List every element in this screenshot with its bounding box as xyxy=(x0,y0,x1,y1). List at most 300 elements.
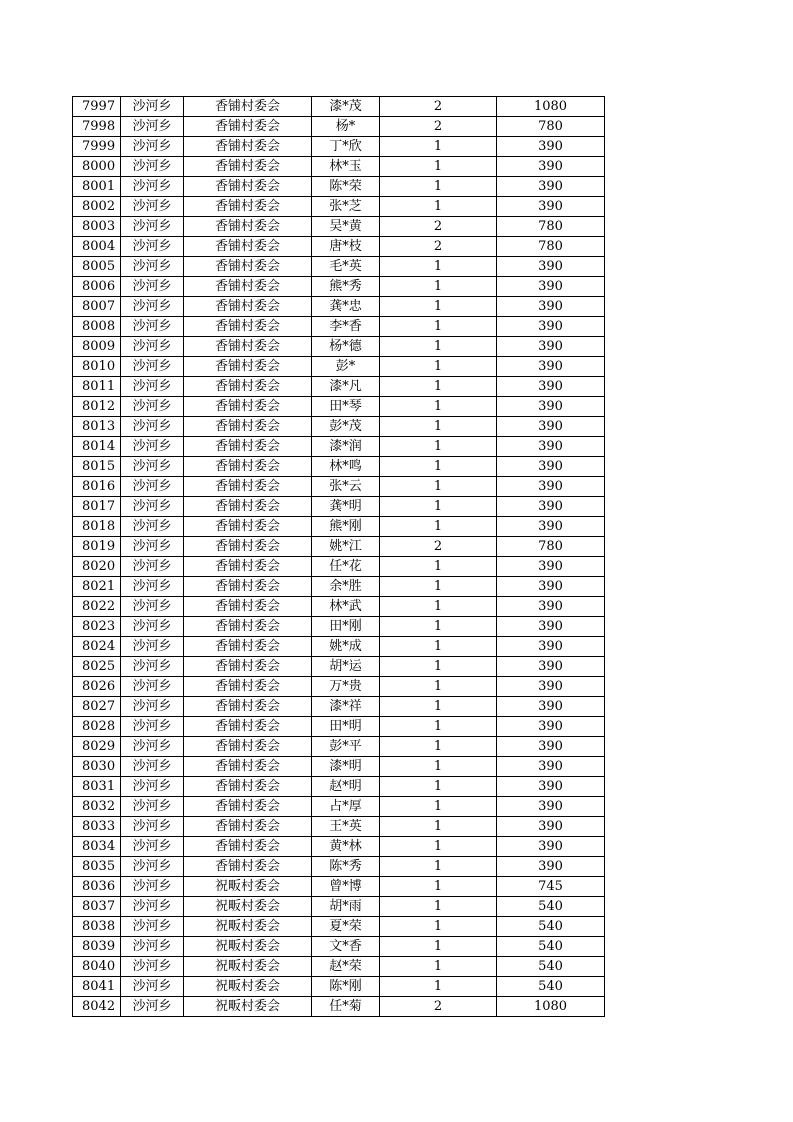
amount-cell: 1080 xyxy=(497,97,605,117)
village-committee-cell: 香铺村委会 xyxy=(184,297,312,317)
record-id-cell: 8012 xyxy=(73,397,121,417)
township-cell: 沙河乡 xyxy=(121,497,184,517)
name-cell: 王*英 xyxy=(312,817,380,837)
record-id-cell: 8019 xyxy=(73,537,121,557)
household-count-cell: 1 xyxy=(380,957,497,977)
household-count-cell: 2 xyxy=(380,217,497,237)
village-committee-cell: 香铺村委会 xyxy=(184,217,312,237)
township-cell: 沙河乡 xyxy=(121,897,184,917)
village-committee-cell: 香铺村委会 xyxy=(184,537,312,557)
name-cell: 胡*雨 xyxy=(312,897,380,917)
amount-cell: 390 xyxy=(497,417,605,437)
table-row xyxy=(73,777,605,797)
name-cell: 余*胜 xyxy=(312,577,380,597)
name-cell: 丁*欣 xyxy=(312,137,380,157)
household-count-cell: 1 xyxy=(380,657,497,677)
table-row xyxy=(73,497,605,517)
household-count-cell: 1 xyxy=(380,817,497,837)
household-count-cell: 1 xyxy=(380,917,497,937)
table-row xyxy=(73,397,605,417)
village-committee-cell: 香铺村委会 xyxy=(184,477,312,497)
township-cell: 沙河乡 xyxy=(121,137,184,157)
name-cell: 姚*成 xyxy=(312,637,380,657)
amount-cell: 540 xyxy=(497,917,605,937)
table-row xyxy=(73,917,605,937)
table-row xyxy=(73,837,605,857)
record-id-cell: 8007 xyxy=(73,297,121,317)
table-row xyxy=(73,737,605,757)
record-id-cell: 8035 xyxy=(73,857,121,877)
name-cell: 漆*祥 xyxy=(312,697,380,717)
table-row xyxy=(73,137,605,157)
village-committee-cell: 香铺村委会 xyxy=(184,557,312,577)
township-cell: 沙河乡 xyxy=(121,777,184,797)
household-count-cell: 1 xyxy=(380,257,497,277)
table-row xyxy=(73,657,605,677)
township-cell: 沙河乡 xyxy=(121,957,184,977)
household-count-cell: 1 xyxy=(380,137,497,157)
record-id-cell: 8021 xyxy=(73,577,121,597)
household-count-cell: 1 xyxy=(380,177,497,197)
amount-cell: 390 xyxy=(497,737,605,757)
village-committee-cell: 香铺村委会 xyxy=(184,377,312,397)
township-cell: 沙河乡 xyxy=(121,117,184,137)
village-committee-cell: 香铺村委会 xyxy=(184,317,312,337)
table-row xyxy=(73,857,605,877)
table-row xyxy=(73,577,605,597)
record-id-cell: 8037 xyxy=(73,897,121,917)
table-row xyxy=(73,97,605,117)
village-committee-cell: 香铺村委会 xyxy=(184,817,312,837)
record-id-cell: 8000 xyxy=(73,157,121,177)
name-cell: 漆*润 xyxy=(312,437,380,457)
record-id-cell: 8029 xyxy=(73,737,121,757)
township-cell: 沙河乡 xyxy=(121,877,184,897)
village-committee-cell: 香铺村委会 xyxy=(184,577,312,597)
township-cell: 沙河乡 xyxy=(121,377,184,397)
amount-cell: 780 xyxy=(497,237,605,257)
amount-cell: 540 xyxy=(497,977,605,997)
table-row xyxy=(73,937,605,957)
village-committee-cell: 香铺村委会 xyxy=(184,497,312,517)
township-cell: 沙河乡 xyxy=(121,437,184,457)
record-id-cell: 7998 xyxy=(73,117,121,137)
table-row xyxy=(73,337,605,357)
village-committee-cell: 香铺村委会 xyxy=(184,517,312,537)
township-cell: 沙河乡 xyxy=(121,257,184,277)
household-count-cell: 2 xyxy=(380,117,497,137)
amount-cell: 390 xyxy=(497,857,605,877)
village-committee-cell: 香铺村委会 xyxy=(184,777,312,797)
household-count-cell: 1 xyxy=(380,277,497,297)
township-cell: 沙河乡 xyxy=(121,197,184,217)
village-committee-cell: 香铺村委会 xyxy=(184,237,312,257)
village-committee-cell: 祝畈村委会 xyxy=(184,877,312,897)
table-row xyxy=(73,897,605,917)
township-cell: 沙河乡 xyxy=(121,797,184,817)
records-table-body xyxy=(73,97,605,1017)
township-cell: 沙河乡 xyxy=(121,557,184,577)
name-cell: 杨*德 xyxy=(312,337,380,357)
record-id-cell: 7999 xyxy=(73,137,121,157)
record-id-cell: 8006 xyxy=(73,277,121,297)
household-count-cell: 1 xyxy=(380,677,497,697)
household-count-cell: 1 xyxy=(380,437,497,457)
household-count-cell: 1 xyxy=(380,597,497,617)
township-cell: 沙河乡 xyxy=(121,757,184,777)
household-count-cell: 1 xyxy=(380,497,497,517)
amount-cell: 390 xyxy=(497,597,605,617)
name-cell: 张*云 xyxy=(312,477,380,497)
township-cell: 沙河乡 xyxy=(121,577,184,597)
table-row xyxy=(73,997,605,1017)
record-id-cell: 8036 xyxy=(73,877,121,897)
household-count-cell: 1 xyxy=(380,637,497,657)
record-id-cell: 8025 xyxy=(73,657,121,677)
record-id-cell: 8024 xyxy=(73,637,121,657)
amount-cell: 390 xyxy=(497,837,605,857)
table-row xyxy=(73,677,605,697)
record-id-cell: 8018 xyxy=(73,517,121,537)
household-count-cell: 1 xyxy=(380,797,497,817)
name-cell: 龚*明 xyxy=(312,497,380,517)
name-cell: 熊*刚 xyxy=(312,517,380,537)
township-cell: 沙河乡 xyxy=(121,677,184,697)
village-committee-cell: 祝畈村委会 xyxy=(184,957,312,977)
amount-cell: 390 xyxy=(497,577,605,597)
record-id-cell: 8031 xyxy=(73,777,121,797)
record-id-cell: 8010 xyxy=(73,357,121,377)
household-count-cell: 1 xyxy=(380,717,497,737)
village-committee-cell: 香铺村委会 xyxy=(184,137,312,157)
household-count-cell: 1 xyxy=(380,197,497,217)
village-committee-cell: 香铺村委会 xyxy=(184,197,312,217)
record-id-cell: 8026 xyxy=(73,677,121,697)
amount-cell: 390 xyxy=(497,397,605,417)
amount-cell: 540 xyxy=(497,897,605,917)
table-row xyxy=(73,357,605,377)
village-committee-cell: 香铺村委会 xyxy=(184,797,312,817)
household-count-cell: 1 xyxy=(380,617,497,637)
amount-cell: 390 xyxy=(497,137,605,157)
table-row xyxy=(73,237,605,257)
record-id-cell: 8004 xyxy=(73,237,121,257)
village-committee-cell: 香铺村委会 xyxy=(184,857,312,877)
household-count-cell: 1 xyxy=(380,297,497,317)
record-id-cell: 8017 xyxy=(73,497,121,517)
township-cell: 沙河乡 xyxy=(121,417,184,437)
household-count-cell: 1 xyxy=(380,757,497,777)
amount-cell: 390 xyxy=(497,337,605,357)
amount-cell: 390 xyxy=(497,357,605,377)
amount-cell: 390 xyxy=(497,317,605,337)
household-count-cell: 1 xyxy=(380,557,497,577)
amount-cell: 390 xyxy=(497,277,605,297)
household-count-cell: 1 xyxy=(380,697,497,717)
amount-cell: 390 xyxy=(497,617,605,637)
record-id-cell: 8027 xyxy=(73,697,121,717)
village-committee-cell: 香铺村委会 xyxy=(184,277,312,297)
record-id-cell: 8042 xyxy=(73,997,121,1017)
record-id-cell: 8013 xyxy=(73,417,121,437)
household-count-cell: 1 xyxy=(380,317,497,337)
name-cell: 胡*运 xyxy=(312,657,380,677)
table-row xyxy=(73,757,605,777)
village-committee-cell: 祝畈村委会 xyxy=(184,897,312,917)
record-id-cell: 8005 xyxy=(73,257,121,277)
name-cell: 毛*英 xyxy=(312,257,380,277)
household-count-cell: 1 xyxy=(380,397,497,417)
record-id-cell: 8001 xyxy=(73,177,121,197)
township-cell: 沙河乡 xyxy=(121,937,184,957)
village-committee-cell: 香铺村委会 xyxy=(184,397,312,417)
township-cell: 沙河乡 xyxy=(121,717,184,737)
township-cell: 沙河乡 xyxy=(121,617,184,637)
name-cell: 曾*博 xyxy=(312,877,380,897)
township-cell: 沙河乡 xyxy=(121,517,184,537)
table-row xyxy=(73,697,605,717)
record-id-cell: 8023 xyxy=(73,617,121,637)
village-committee-cell: 香铺村委会 xyxy=(184,157,312,177)
township-cell: 沙河乡 xyxy=(121,237,184,257)
table-row xyxy=(73,977,605,997)
village-committee-cell: 香铺村委会 xyxy=(184,677,312,697)
village-committee-cell: 香铺村委会 xyxy=(184,737,312,757)
name-cell: 黄*林 xyxy=(312,837,380,857)
record-id-cell: 8002 xyxy=(73,197,121,217)
township-cell: 沙河乡 xyxy=(121,657,184,677)
table-row xyxy=(73,817,605,837)
village-committee-cell: 香铺村委会 xyxy=(184,337,312,357)
record-id-cell: 8009 xyxy=(73,337,121,357)
name-cell: 赵*明 xyxy=(312,777,380,797)
table-row xyxy=(73,537,605,557)
record-id-cell: 8030 xyxy=(73,757,121,777)
amount-cell: 540 xyxy=(497,937,605,957)
record-id-cell: 8015 xyxy=(73,457,121,477)
village-committee-cell: 香铺村委会 xyxy=(184,837,312,857)
amount-cell: 390 xyxy=(497,477,605,497)
village-committee-cell: 香铺村委会 xyxy=(184,117,312,137)
amount-cell: 780 xyxy=(497,217,605,237)
amount-cell: 1080 xyxy=(497,997,605,1017)
amount-cell: 390 xyxy=(497,557,605,577)
amount-cell: 390 xyxy=(497,497,605,517)
table-row xyxy=(73,877,605,897)
table-row xyxy=(73,297,605,317)
township-cell: 沙河乡 xyxy=(121,537,184,557)
name-cell: 田*刚 xyxy=(312,617,380,637)
village-committee-cell: 香铺村委会 xyxy=(184,417,312,437)
village-committee-cell: 香铺村委会 xyxy=(184,757,312,777)
township-cell: 沙河乡 xyxy=(121,177,184,197)
name-cell: 陈*荣 xyxy=(312,177,380,197)
village-committee-cell: 香铺村委会 xyxy=(184,637,312,657)
township-cell: 沙河乡 xyxy=(121,297,184,317)
household-count-cell: 1 xyxy=(380,777,497,797)
table-row xyxy=(73,157,605,177)
name-cell: 林*玉 xyxy=(312,157,380,177)
table-row xyxy=(73,637,605,657)
record-id-cell: 8039 xyxy=(73,937,121,957)
household-count-cell: 2 xyxy=(380,537,497,557)
village-committee-cell: 香铺村委会 xyxy=(184,657,312,677)
household-count-cell: 1 xyxy=(380,157,497,177)
record-id-cell: 8014 xyxy=(73,437,121,457)
table-row xyxy=(73,197,605,217)
township-cell: 沙河乡 xyxy=(121,837,184,857)
household-count-cell: 1 xyxy=(380,877,497,897)
household-count-cell: 1 xyxy=(380,737,497,757)
household-count-cell: 1 xyxy=(380,897,497,917)
village-committee-cell: 祝畈村委会 xyxy=(184,917,312,937)
household-count-cell: 1 xyxy=(380,417,497,437)
amount-cell: 390 xyxy=(497,697,605,717)
household-count-cell: 1 xyxy=(380,577,497,597)
township-cell: 沙河乡 xyxy=(121,817,184,837)
name-cell: 彭* xyxy=(312,357,380,377)
township-cell: 沙河乡 xyxy=(121,917,184,937)
township-cell: 沙河乡 xyxy=(121,457,184,477)
name-cell: 彭*平 xyxy=(312,737,380,757)
village-committee-cell: 香铺村委会 xyxy=(184,257,312,277)
village-committee-cell: 祝畈村委会 xyxy=(184,937,312,957)
name-cell: 杨* xyxy=(312,117,380,137)
name-cell: 李*香 xyxy=(312,317,380,337)
household-count-cell: 1 xyxy=(380,357,497,377)
record-id-cell: 8011 xyxy=(73,377,121,397)
table-row xyxy=(73,217,605,237)
township-cell: 沙河乡 xyxy=(121,737,184,757)
household-count-cell: 2 xyxy=(380,997,497,1017)
table-row xyxy=(73,177,605,197)
amount-cell: 390 xyxy=(497,177,605,197)
amount-cell: 390 xyxy=(497,717,605,737)
household-count-cell: 1 xyxy=(380,517,497,537)
amount-cell: 390 xyxy=(497,257,605,277)
household-count-cell: 1 xyxy=(380,457,497,477)
record-id-cell: 8003 xyxy=(73,217,121,237)
township-cell: 沙河乡 xyxy=(121,217,184,237)
amount-cell: 390 xyxy=(497,657,605,677)
amount-cell: 390 xyxy=(497,757,605,777)
household-count-cell: 2 xyxy=(380,97,497,117)
household-count-cell: 2 xyxy=(380,237,497,257)
name-cell: 任*花 xyxy=(312,557,380,577)
village-committee-cell: 香铺村委会 xyxy=(184,697,312,717)
household-count-cell: 1 xyxy=(380,977,497,997)
table-row xyxy=(73,117,605,137)
name-cell: 吴*黄 xyxy=(312,217,380,237)
table-row xyxy=(73,437,605,457)
township-cell: 沙河乡 xyxy=(121,857,184,877)
name-cell: 夏*荣 xyxy=(312,917,380,937)
amount-cell: 390 xyxy=(497,517,605,537)
amount-cell: 390 xyxy=(497,297,605,317)
record-id-cell: 8022 xyxy=(73,597,121,617)
table-row xyxy=(73,417,605,437)
amount-cell: 390 xyxy=(497,457,605,477)
name-cell: 赵*荣 xyxy=(312,957,380,977)
name-cell: 姚*江 xyxy=(312,537,380,557)
township-cell: 沙河乡 xyxy=(121,337,184,357)
records-table xyxy=(72,96,605,1017)
table-row xyxy=(73,517,605,537)
township-cell: 沙河乡 xyxy=(121,97,184,117)
name-cell: 林*武 xyxy=(312,597,380,617)
record-id-cell: 8016 xyxy=(73,477,121,497)
name-cell: 漆*明 xyxy=(312,757,380,777)
amount-cell: 780 xyxy=(497,537,605,557)
village-committee-cell: 香铺村委会 xyxy=(184,437,312,457)
record-id-cell: 7997 xyxy=(73,97,121,117)
name-cell: 唐*枝 xyxy=(312,237,380,257)
record-id-cell: 8040 xyxy=(73,957,121,977)
household-count-cell: 1 xyxy=(380,857,497,877)
name-cell: 熊*秀 xyxy=(312,277,380,297)
table-row xyxy=(73,377,605,397)
amount-cell: 390 xyxy=(497,437,605,457)
record-id-cell: 8033 xyxy=(73,817,121,837)
village-committee-cell: 香铺村委会 xyxy=(184,597,312,617)
household-count-cell: 1 xyxy=(380,837,497,857)
amount-cell: 390 xyxy=(497,797,605,817)
village-committee-cell: 香铺村委会 xyxy=(184,457,312,477)
village-committee-cell: 香铺村委会 xyxy=(184,177,312,197)
name-cell: 占*厚 xyxy=(312,797,380,817)
amount-cell: 780 xyxy=(497,117,605,137)
table-row xyxy=(73,957,605,977)
amount-cell: 390 xyxy=(497,197,605,217)
township-cell: 沙河乡 xyxy=(121,697,184,717)
village-committee-cell: 祝畈村委会 xyxy=(184,997,312,1017)
name-cell: 文*香 xyxy=(312,937,380,957)
name-cell: 漆*凡 xyxy=(312,377,380,397)
table-row xyxy=(73,557,605,577)
household-count-cell: 1 xyxy=(380,477,497,497)
name-cell: 张*芝 xyxy=(312,197,380,217)
amount-cell: 390 xyxy=(497,377,605,397)
table-row xyxy=(73,257,605,277)
name-cell: 田*琴 xyxy=(312,397,380,417)
table-row xyxy=(73,317,605,337)
name-cell: 漆*茂 xyxy=(312,97,380,117)
village-committee-cell: 香铺村委会 xyxy=(184,97,312,117)
name-cell: 万*贵 xyxy=(312,677,380,697)
township-cell: 沙河乡 xyxy=(121,277,184,297)
township-cell: 沙河乡 xyxy=(121,357,184,377)
amount-cell: 390 xyxy=(497,637,605,657)
household-count-cell: 1 xyxy=(380,377,497,397)
amount-cell: 745 xyxy=(497,877,605,897)
township-cell: 沙河乡 xyxy=(121,477,184,497)
table-row xyxy=(73,717,605,737)
name-cell: 林*鸣 xyxy=(312,457,380,477)
table-row xyxy=(73,457,605,477)
village-committee-cell: 香铺村委会 xyxy=(184,617,312,637)
township-cell: 沙河乡 xyxy=(121,397,184,417)
amount-cell: 390 xyxy=(497,677,605,697)
village-committee-cell: 祝畈村委会 xyxy=(184,977,312,997)
village-committee-cell: 香铺村委会 xyxy=(184,717,312,737)
table-row xyxy=(73,617,605,637)
record-id-cell: 8020 xyxy=(73,557,121,577)
table-row xyxy=(73,597,605,617)
name-cell: 任*菊 xyxy=(312,997,380,1017)
record-id-cell: 8038 xyxy=(73,917,121,937)
table-row xyxy=(73,477,605,497)
record-id-cell: 8032 xyxy=(73,797,121,817)
